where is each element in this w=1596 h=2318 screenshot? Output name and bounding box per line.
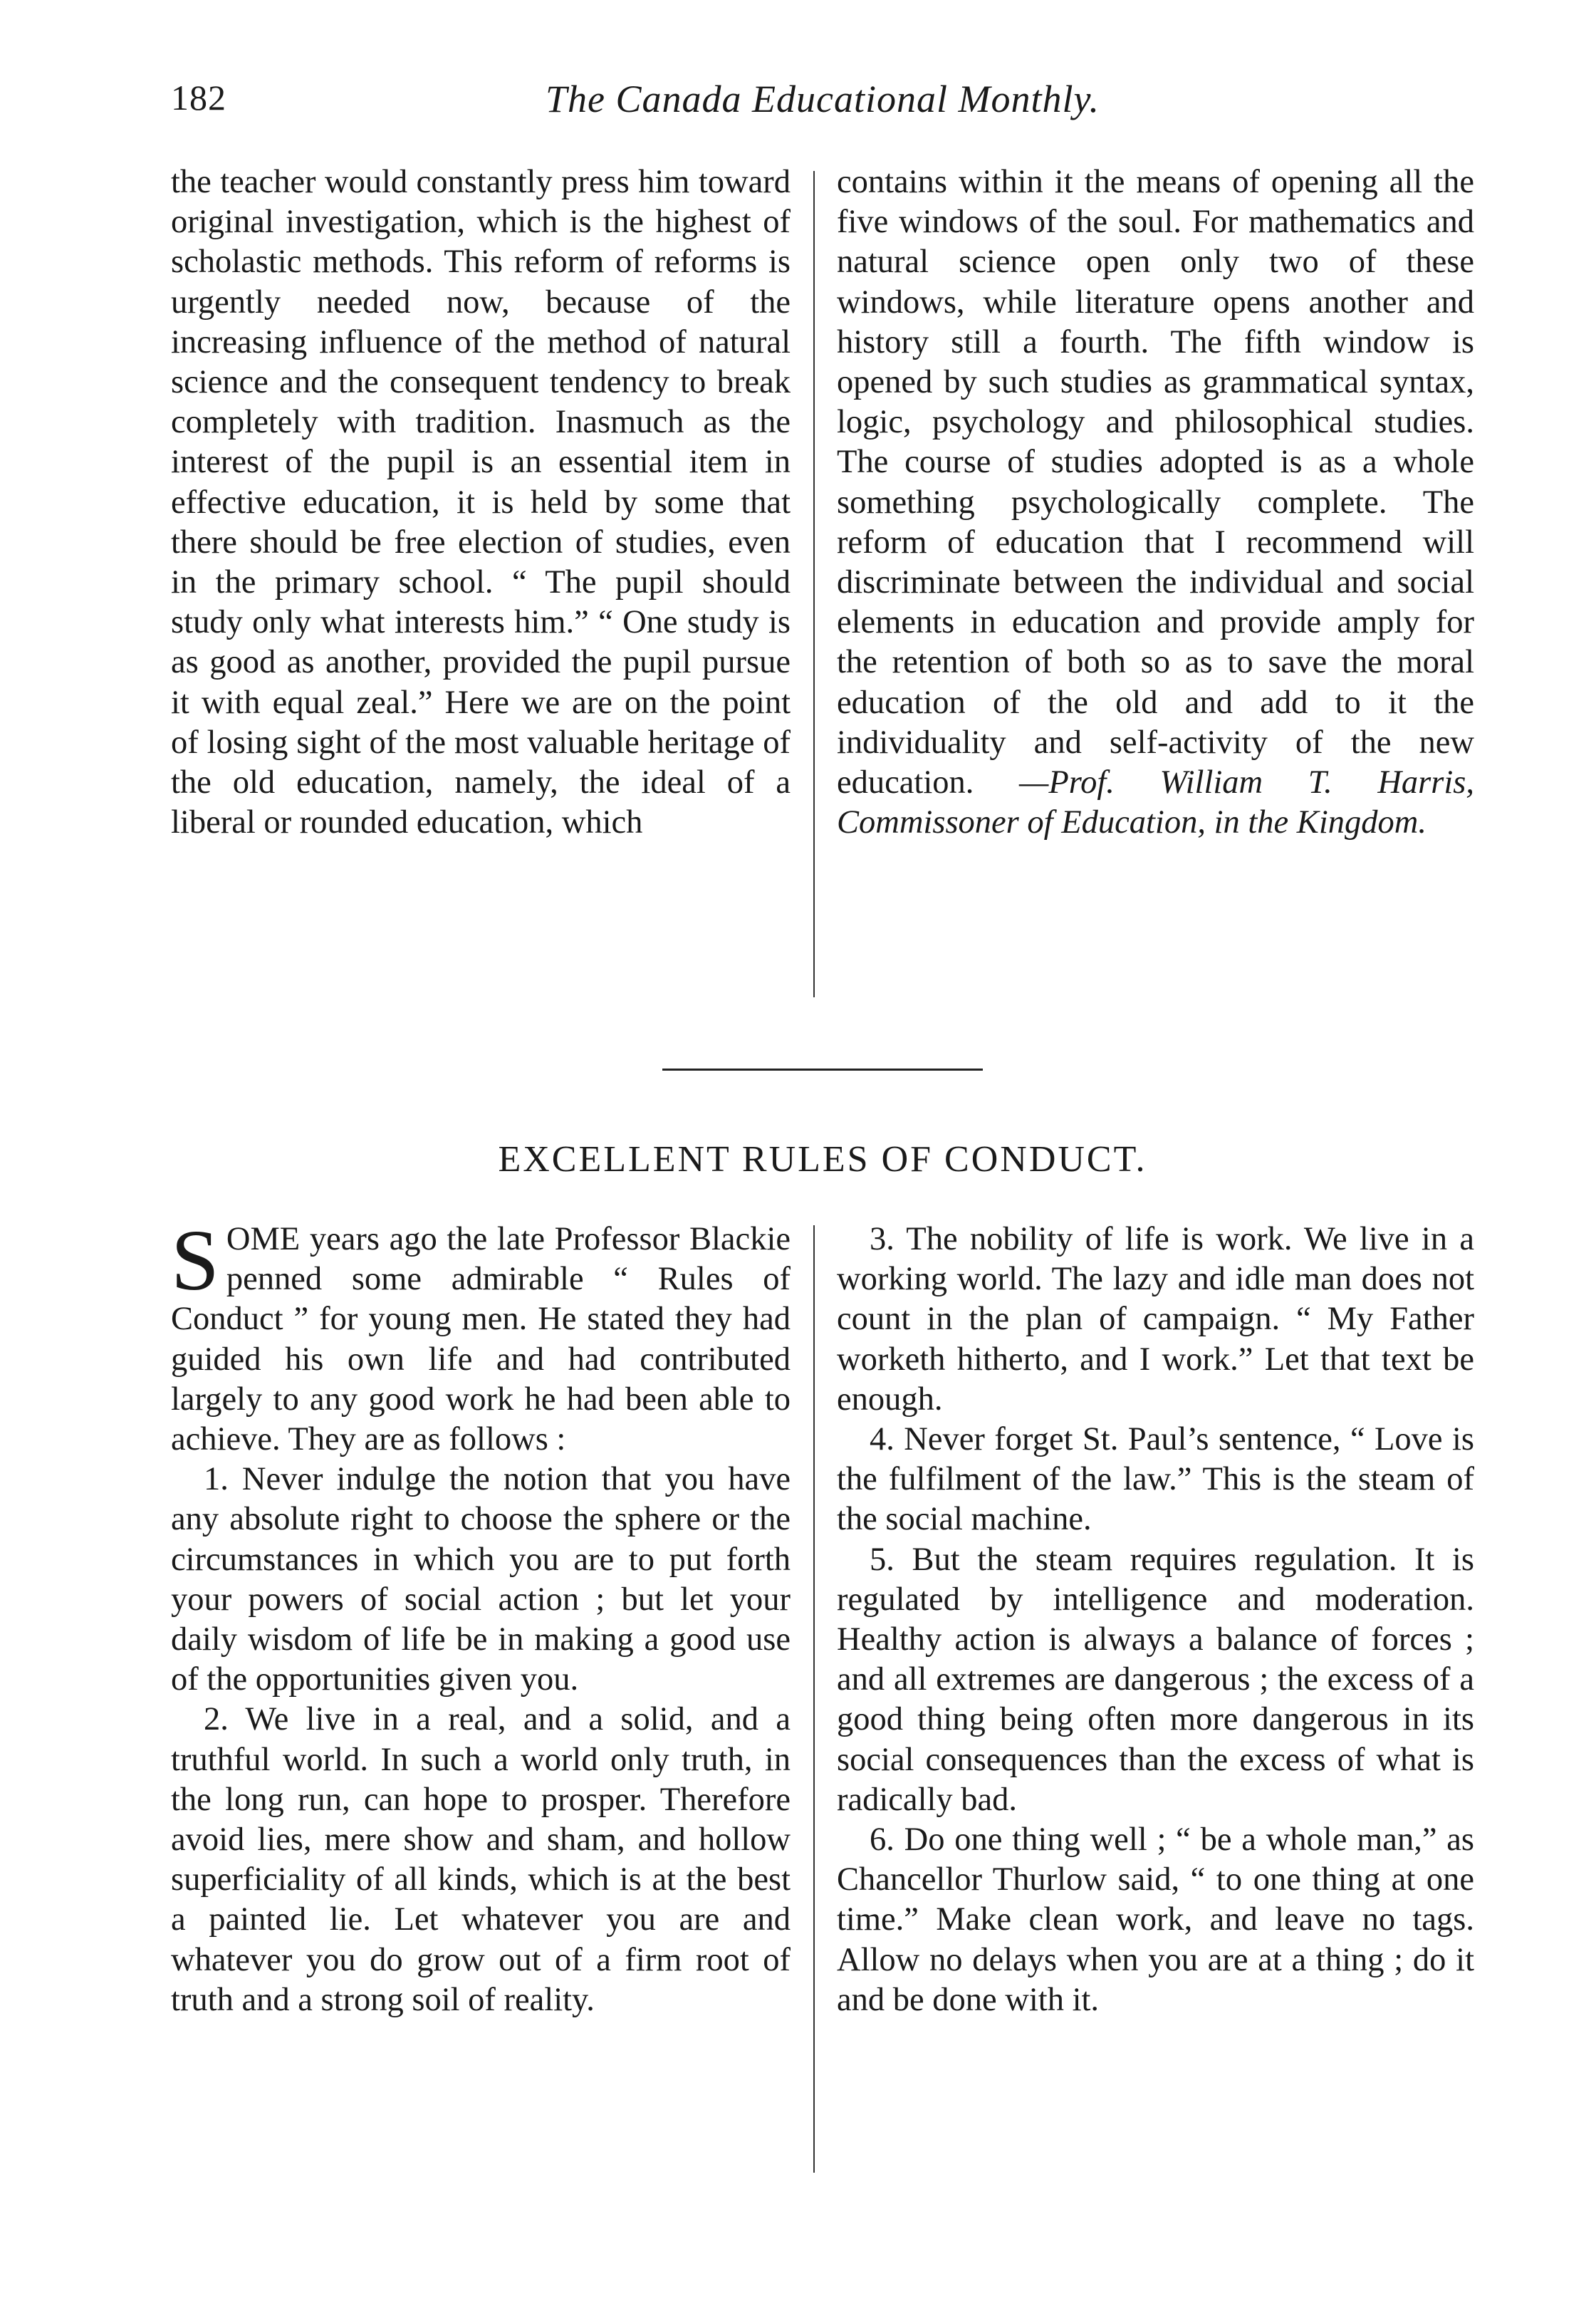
journal-title: The Canada Educational Monthly. xyxy=(546,78,1100,120)
top-right-paragraph xyxy=(837,162,1474,843)
top-right-text: contains within it the means of opening all the five windows of the soul. For mathematics and natural science open only two of these windows, while literature opens another and history still a fourth. The fifth window is opened by such studies as grammatical syntax, logic, psychology and philosophical studies. The course of studies adopted is as a whole something psychologically complete. The reform of education that I recommend will discriminate between the individual and social elements in education and provide amply for the retention of both so as to save the moral education of the old and add to it the individuality and self-activity of the new education. xyxy=(837,164,1474,801)
rule-5: 5. But the steam requires regulation. It is regulated by intelligence and moderation. Healthy action is always a balance of forces ; and all extremes are dangerous ; the excess of a good thing being often more dangerous in its social consequences than the excess of what is radically bad. xyxy=(837,1541,1474,1818)
top-left-paragraph: the teacher would constantly press him toward original investigation, which is the highest of scholastic methods. This reform of reforms is urgently needed now, because of the increasing influence of the method of natural science and the consequent tendency to break completely with tradition. Inasmuch as the interest of the pupil is an essential item in effective education, it is held by some that there should be free election of studies, even in the primary school. “ The pupil should study only what interests him.” “ One study is as good as another, provided the pupil pursue it with equal zeal.” Here we are on the point of losing sight of the most valuable heritage of the old education, namely, the ideal of a liberal or rounded education, which xyxy=(171,164,791,841)
article-left-column xyxy=(171,1212,791,2020)
signature: —Prof. William T. Harris, Commissoner of Education, in the Kingdom. xyxy=(837,764,1474,841)
article-title: EXCELLENT RULES OF CONDUCT. xyxy=(498,1139,1147,1180)
rule-2: 2. We live in a real, and a solid, and a truthful world. In such a world only truth, in the long run, can hope to prosper. Therefore avoid lies, mere show and sham, and hollow superficiality of all kinds, which is at the best a painted lie. Let whatever you are and whatever you do grow out of a firm root of truth and a strong soil of reality. xyxy=(171,1701,791,2018)
running-head xyxy=(171,77,1474,127)
column-divider xyxy=(813,171,815,997)
rule-1: 1. Never indulge the notion that you have any absolute right to choose the sphere or the circumstances in which you are to put forth your powers of social action ; but let your daily wisdom of life be in making a good use of the opportunities given you. xyxy=(171,1461,791,1698)
top-left-column xyxy=(171,162,791,843)
article-right-column xyxy=(837,1220,1474,2020)
top-right-column xyxy=(837,162,1474,843)
article-intro xyxy=(171,1212,791,1460)
drop-cap: S xyxy=(171,1212,219,1309)
rule-6: 6. Do one thing well ; “ be a whole man,” as Chancellor Thurlow said, “ to one thing at one time.” Make clean work, and leave no tags. Allow no delays when you are at a thing ; do it and be done with it. xyxy=(837,1821,1474,2018)
article-columns xyxy=(171,1212,1474,2231)
top-columns xyxy=(171,162,1474,1024)
rule-4: 4. Never forget St. Paul’s sentence, “ Love is the fulfilment of the law.” This is the steam of the social machine. xyxy=(837,1421,1474,1538)
rule-3: 3. The nobility of life is work. We live in a working world. The lazy and idle man does not count in the plan of campaign. “ My Father worketh hitherto, and I work.” Let that text be enough. xyxy=(837,1221,1474,1418)
section-divider xyxy=(662,1069,983,1071)
intro-text: OME years ago the late Professor Blackie penned some admirable “ Rules of Conduct ” for young men. He stated they had guided his own life and had contributed largely to any good work he had been able to achieve. They are as follows : xyxy=(171,1221,791,1458)
page-number: 182 xyxy=(171,78,226,118)
article-column-divider xyxy=(813,1225,815,2173)
